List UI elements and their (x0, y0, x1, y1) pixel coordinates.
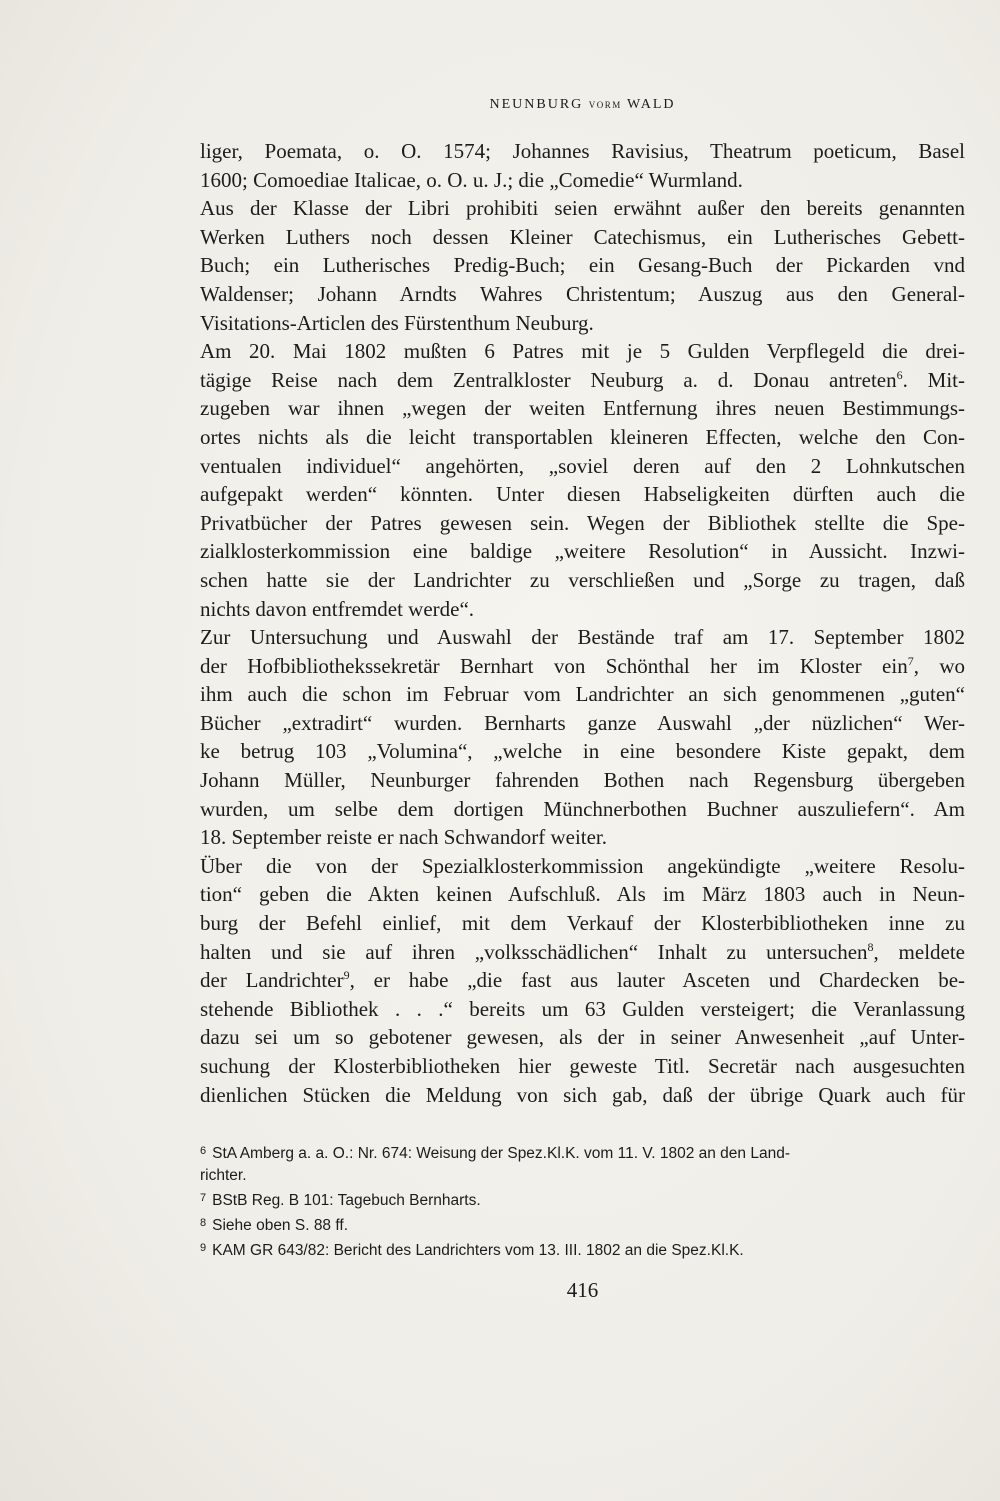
footnote-mark: 7 (200, 1192, 207, 1204)
text-line: Buch; ein Lutherisches Predig-Buch; ein Gesang-Buch der Pickarden vnd (200, 253, 965, 278)
text-line: Aus der Klasse der Libri prohibiti seien erwähnt außer den bereits genannten (200, 196, 965, 221)
text-line: Am 20. Mai 1802 mußten 6 Patres mit je 5 Gulden Verpflegeld die drei- (200, 339, 965, 364)
text-line: Privatbücher der Patres gewesen sein. Wegen der Bibliothek stellte die Spe- (200, 510, 965, 535)
text-line: zugeben war ihnen „wegen der weiten Entfernung ihres neuen Bestimmungs- (200, 396, 965, 421)
footnote-8 (200, 1212, 965, 1237)
text-line: zialklosterkommission eine baldige „weitere Resolution“ in Aussicht. Inzwi- (200, 539, 965, 564)
body-text (200, 137, 965, 1109)
text-line: aufgepakt werden“ könnten. Unter diesen Habseligkeiten dürften auch die (200, 482, 965, 507)
text-line (200, 938, 965, 967)
footnote-ref-9[interactable]: 9 (343, 968, 350, 983)
text-line: 18. September reiste er nach Schwandorf weiter. (200, 825, 608, 850)
footnote-text: BStB Reg. B 101: Tagebuch Bernharts. (212, 1192, 481, 1209)
text-line: ortes nichts als die leicht transportablen kleineren Effecten, welche den Con- (200, 424, 965, 449)
text-line: tion“ geben die Akten keinen Aufschluß. Als im März 1803 auch in Neun- (200, 882, 965, 907)
footnote-text: KAM GR 643/82: Bericht des Landrichters vom 13. III. 1802 an die Spez.Kl.K. (212, 1242, 744, 1259)
text-segment: , meldete (873, 939, 966, 964)
text-line: Über die von der Spezialklosterkommission angekündigte „weitere Resolu- (200, 853, 965, 878)
text-line: liger, Poemata, o. O. 1574; Johannes Ravisius, Theatrum poeticum, Basel (200, 139, 965, 163)
text-segment: halten und sie auf ihren „volksschädlichen“ Inhalt zu untersuchen (200, 939, 868, 964)
text-line (200, 652, 965, 681)
text-line: stehende Bibliothek . . .“ bereits um 63 Gulden versteigert; die Veranlassung (200, 996, 965, 1021)
footnote-text: StA Amberg a. a. O.: Nr. 674: Weisung der Spez.Kl.K. vom 11. V. 1802 an den Land- (212, 1145, 790, 1162)
footnotes (200, 1140, 965, 1262)
text-line: Zur Untersuchung und Auswahl der Bestände traf am 17. September 1802 (200, 625, 965, 650)
running-head-part-a: NEUNBURG (489, 97, 589, 112)
text-line: Johann Müller, Neunburger fahrenden Bothen nach Regensburg übergeben (200, 768, 965, 793)
text-segment: der Hofbibliothekssekretär Bernhart von Schönthal her im Kloster ein (200, 653, 908, 678)
text-line: ihm auch die schon im Februar vom Landrichter an sich genommenen „guten“ (200, 682, 965, 707)
text-line (200, 366, 965, 395)
running-head (200, 97, 965, 113)
footnote-continuation: richter. (200, 1167, 247, 1184)
footnote-7 (200, 1187, 965, 1212)
paragraph-1 (200, 137, 965, 194)
footnote-mark: 6 (200, 1145, 207, 1157)
footnote-9 (200, 1237, 965, 1262)
running-head-part-b: WALD (621, 97, 676, 112)
text-line: schen hatte sie der Landrichter zu verschließen und „Sorge zu tragen, daß (200, 567, 965, 592)
paragraph-4 (200, 623, 965, 852)
text-line: dienlichen Stücken die Meldung von sich gab, daß der übrige Quark auch für (200, 1082, 965, 1107)
text-segment: . Mit- (902, 367, 965, 392)
text-segment: , wo (913, 653, 965, 678)
text-line: ventualen individuel“ angehörten, „soviel deren auf den 2 Lohnkutschen (200, 453, 965, 478)
footnote-6 (200, 1140, 965, 1187)
text-line: 1600; Comoediae Italicae, o. O. u. J.; die „Comedie“ Wurmland. (200, 167, 743, 192)
text-line: Waldenser; Johann Arndts Wahres Christentum; Auszug aus den General- (200, 281, 965, 306)
paragraph-3 (200, 337, 965, 623)
footnote-text: Siehe oben S. 88 ff. (212, 1217, 348, 1234)
footnote-ref-8[interactable]: 8 (867, 939, 874, 954)
footnote-ref-6[interactable]: 6 (896, 367, 903, 382)
footnote-mark: 8 (200, 1217, 207, 1229)
text-line: Visitations-Articlen des Fürstenthum Neuburg. (200, 310, 594, 335)
footnote-ref-7[interactable]: 7 (907, 653, 914, 668)
text-line: Werken Luthers noch dessen Kleiner Catechismus, ein Lutherisches Gebett- (200, 224, 965, 249)
text-line: suchung der Klosterbibliotheken hier geweste Titl. Secretär nach ausgesuchten (200, 1054, 965, 1078)
text-segment: tägige Reise nach dem Zentralkloster Neuburg a. d. Donau antreten (200, 367, 897, 392)
text-line: burg der Befehl einlief, mit dem Verkauf der Klosterbibliotheken inne zu (200, 911, 965, 936)
text-line: Bücher „extradirt“ wurden. Bernharts ganze Auswahl „der nüzlichen“ Wer- (200, 710, 965, 735)
running-head-small: VORM (588, 100, 622, 110)
paragraph-5 (200, 852, 965, 1109)
page-number: 416 (566, 1278, 599, 1302)
paragraph-2 (200, 194, 965, 337)
text-line (200, 966, 965, 995)
text-segment: , er habe „die fast aus lauter Asceten und Chardecken be- (349, 968, 966, 993)
text-segment: der Landrichter (200, 968, 344, 993)
text-line: ke betrug 103 „Volumina“, „welche in eine besondere Kiste gepakt, dem (200, 739, 965, 764)
footnote-mark: 9 (200, 1242, 207, 1254)
text-line: nichts davon entfremdet werde“. (200, 596, 475, 621)
text-line: dazu sei um so gebotener gewesen, als der in seiner Anwesenheit „auf Unter- (200, 1025, 965, 1050)
text-line: wurden, um selbe dem dortigen Münchnerbothen Buchner auszuliefern“. Am (200, 796, 965, 821)
